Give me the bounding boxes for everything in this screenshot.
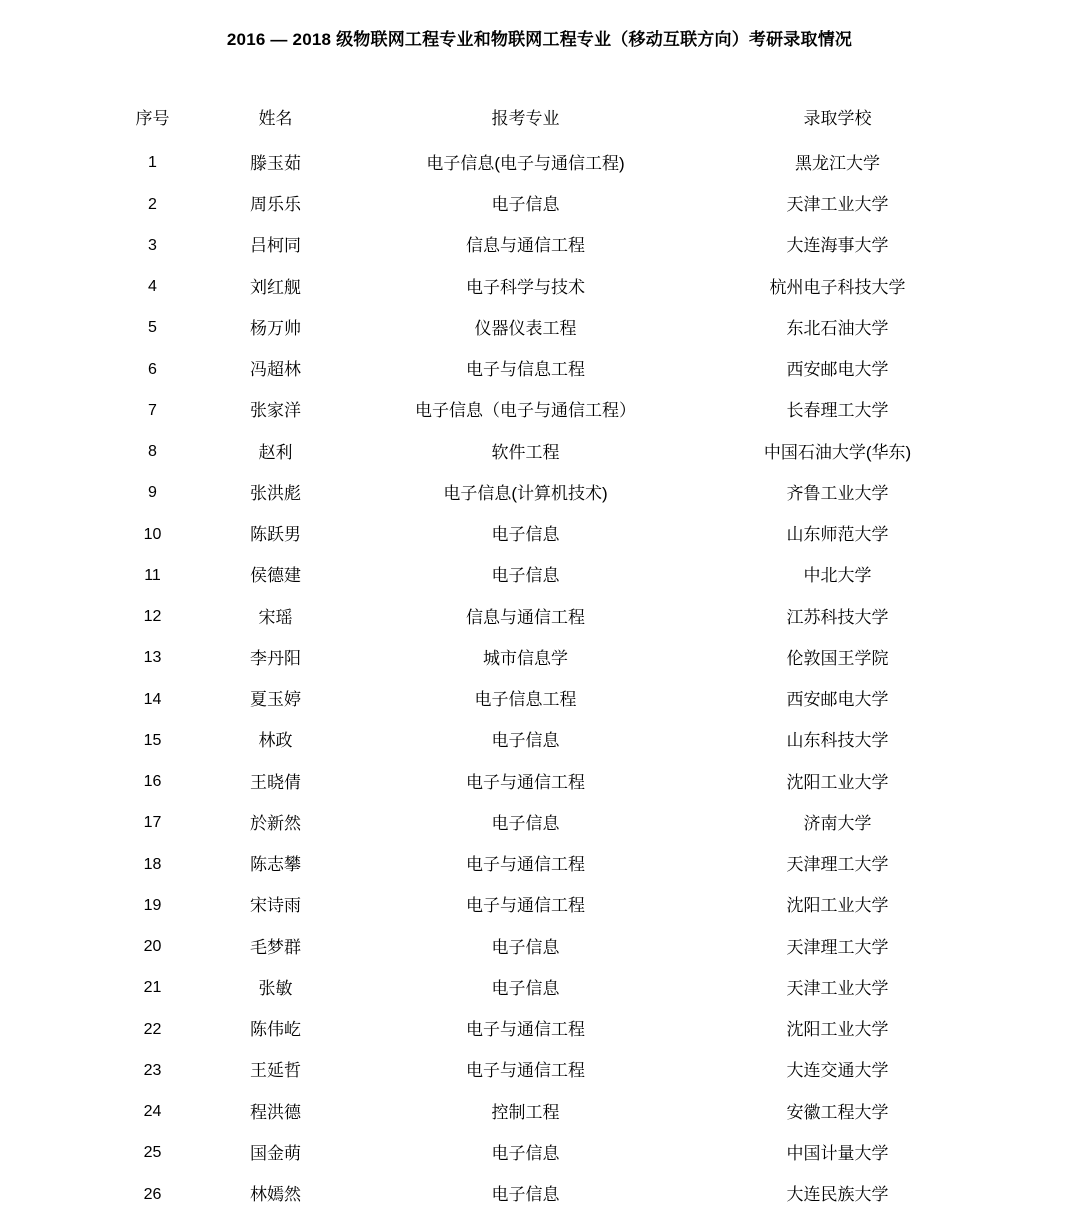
cell-name: 刘红舰 xyxy=(250,277,301,297)
table-row xyxy=(105,679,975,720)
cell-major: 控制工程 xyxy=(491,1102,560,1122)
cell-index: 4 xyxy=(148,278,157,296)
table-row xyxy=(105,1092,975,1133)
cell-major: 电子信息 xyxy=(491,525,560,545)
cell-school: 大连海事大学 xyxy=(786,236,889,256)
cell-school: 天津工业大学 xyxy=(786,978,889,998)
cell-major: 电子信息工程 xyxy=(474,690,577,710)
cell-name: 侯德建 xyxy=(250,566,301,586)
table-row xyxy=(105,1050,975,1091)
table-row xyxy=(105,184,975,225)
cell-major: 电子信息 xyxy=(491,731,560,751)
cell-major: 电子与通信工程 xyxy=(466,1061,585,1081)
cell-index: 22 xyxy=(143,1020,162,1038)
cell-major: 电子信息 xyxy=(491,1185,560,1205)
table-body xyxy=(105,143,975,1216)
cell-name: 赵利 xyxy=(258,442,293,462)
cell-major: 电子信息 xyxy=(491,1143,560,1163)
cell-index: 23 xyxy=(143,1061,162,1079)
cell-name: 王晓倩 xyxy=(250,772,301,792)
cell-major: 电子信息 xyxy=(491,813,560,833)
cell-name: 林嫣然 xyxy=(250,1185,301,1205)
cell-major: 电子信息 xyxy=(491,978,560,998)
cell-name: 於新然 xyxy=(250,813,301,833)
cell-index: 20 xyxy=(143,938,162,956)
cell-name: 张敏 xyxy=(258,978,293,998)
cell-major: 电子信息（电子与通信工程） xyxy=(415,401,636,421)
cell-index: 15 xyxy=(143,731,162,749)
table-row xyxy=(105,762,975,803)
cell-index: 17 xyxy=(143,814,162,832)
table-row xyxy=(105,597,975,638)
page-title: 2016 — 2018 级物联网工程专业和物联网工程专业（移动互联方向）考研录取情况 xyxy=(226,30,853,49)
cell-major: 电子与通信工程 xyxy=(466,896,585,916)
cell-school: 山东师范大学 xyxy=(786,525,889,545)
cell-major: 电子与通信工程 xyxy=(466,772,585,792)
cell-school: 西安邮电大学 xyxy=(786,690,889,710)
table-row xyxy=(105,267,975,308)
cell-name: 林政 xyxy=(258,731,293,751)
cell-school: 齐鲁工业大学 xyxy=(786,483,889,503)
table-row xyxy=(105,349,975,390)
cell-major: 电子与通信工程 xyxy=(466,1020,585,1040)
cell-name: 宋诗雨 xyxy=(250,896,301,916)
cell-name: 王延哲 xyxy=(250,1061,301,1081)
cell-name: 冯超林 xyxy=(250,360,301,380)
cell-name: 张家洋 xyxy=(250,401,301,421)
table-row xyxy=(105,927,975,968)
table-row xyxy=(105,390,975,431)
table-row xyxy=(105,225,975,266)
cell-name: 国金萌 xyxy=(250,1143,301,1163)
cell-major: 电子信息 xyxy=(491,566,560,586)
table-row xyxy=(105,432,975,473)
cell-school: 大连民族大学 xyxy=(786,1185,889,1205)
cell-index: 24 xyxy=(143,1103,162,1121)
table-row xyxy=(105,885,975,926)
table-row xyxy=(105,514,975,555)
cell-major: 电子与通信工程 xyxy=(466,855,585,875)
cell-name: 李丹阳 xyxy=(250,648,301,668)
cell-name: 陈伟屹 xyxy=(250,1020,301,1040)
cell-major: 信息与通信工程 xyxy=(466,607,585,627)
cell-school: 东北石油大学 xyxy=(786,318,889,338)
table-header-row xyxy=(105,100,975,143)
cell-index: 7 xyxy=(148,401,157,419)
cell-index: 2 xyxy=(148,195,157,213)
table-row xyxy=(105,720,975,761)
cell-index: 6 xyxy=(148,360,157,378)
cell-school: 中国石油大学(华东) xyxy=(763,442,912,462)
cell-major: 软件工程 xyxy=(491,442,560,462)
cell-major: 电子与信息工程 xyxy=(466,360,585,380)
table-row xyxy=(105,473,975,514)
cell-school: 伦敦国王学院 xyxy=(786,648,889,668)
cell-school: 杭州电子科技大学 xyxy=(769,277,906,297)
cell-index: 3 xyxy=(148,236,157,254)
cell-school: 天津工业大学 xyxy=(786,195,889,215)
cell-name: 滕玉茹 xyxy=(250,153,301,173)
cell-school: 大连交通大学 xyxy=(786,1061,889,1081)
column-header-name: 姓名 xyxy=(258,108,293,128)
cell-school: 山东科技大学 xyxy=(786,731,889,751)
column-header-school: 录取学校 xyxy=(803,108,872,128)
column-header-index: 序号 xyxy=(135,108,170,128)
cell-index: 14 xyxy=(143,690,162,708)
cell-index: 9 xyxy=(148,484,157,502)
cell-name: 夏玉婷 xyxy=(250,690,301,710)
table-row xyxy=(105,1009,975,1050)
cell-major: 电子信息(计算机技术) xyxy=(443,483,608,503)
cell-name: 吕柯同 xyxy=(250,236,301,256)
table-row xyxy=(105,143,975,184)
cell-index: 19 xyxy=(143,896,162,914)
cell-index: 8 xyxy=(148,443,157,461)
cell-name: 程洪德 xyxy=(250,1102,301,1122)
cell-major: 仪器仪表工程 xyxy=(474,318,577,338)
cell-name: 陈跃男 xyxy=(250,525,301,545)
cell-index: 1 xyxy=(148,154,157,172)
table-row xyxy=(105,638,975,679)
cell-index: 16 xyxy=(143,773,162,791)
cell-school: 西安邮电大学 xyxy=(786,360,889,380)
cell-name: 宋瑶 xyxy=(258,607,293,627)
cell-name: 周乐乐 xyxy=(250,195,301,215)
cell-name: 杨万帅 xyxy=(250,318,301,338)
table-header xyxy=(105,100,975,143)
admission-table xyxy=(105,100,975,1216)
table-row xyxy=(105,1133,975,1174)
cell-school: 沈阳工业大学 xyxy=(786,896,889,916)
cell-index: 12 xyxy=(143,608,162,626)
cell-school: 天津理工大学 xyxy=(786,937,889,957)
cell-name: 陈志攀 xyxy=(250,855,301,875)
cell-major: 电子信息 xyxy=(491,937,560,957)
cell-school: 济南大学 xyxy=(803,813,872,833)
cell-index: 10 xyxy=(143,525,162,543)
cell-index: 13 xyxy=(143,649,162,667)
cell-school: 中北大学 xyxy=(803,566,872,586)
cell-index: 25 xyxy=(143,1144,162,1162)
cell-major: 城市信息学 xyxy=(483,648,568,668)
cell-name: 张洪彪 xyxy=(250,483,301,503)
cell-school: 天津理工大学 xyxy=(786,855,889,875)
cell-index: 26 xyxy=(143,1185,162,1203)
table-row xyxy=(105,308,975,349)
cell-school: 黑龙江大学 xyxy=(795,153,880,173)
cell-major: 电子信息(电子与通信工程) xyxy=(426,153,625,173)
cell-index: 11 xyxy=(144,566,161,584)
cell-index: 5 xyxy=(148,319,157,337)
cell-major: 电子信息 xyxy=(491,195,560,215)
table-row xyxy=(105,803,975,844)
cell-major: 信息与通信工程 xyxy=(466,236,585,256)
table-row xyxy=(105,968,975,1009)
cell-school: 中国计量大学 xyxy=(786,1143,889,1163)
cell-school: 安徽工程大学 xyxy=(786,1102,889,1122)
table-row xyxy=(105,844,975,885)
table-row xyxy=(105,1174,975,1215)
cell-name: 毛梦群 xyxy=(250,937,301,957)
cell-school: 沈阳工业大学 xyxy=(786,772,889,792)
cell-school: 长春理工大学 xyxy=(786,401,889,421)
cell-major: 电子科学与技术 xyxy=(466,277,585,297)
table-row xyxy=(105,555,975,596)
cell-index: 21 xyxy=(143,979,162,997)
cell-index: 18 xyxy=(143,855,162,873)
column-header-major: 报考专业 xyxy=(491,108,560,128)
cell-school: 沈阳工业大学 xyxy=(786,1020,889,1040)
cell-school: 江苏科技大学 xyxy=(786,607,889,627)
